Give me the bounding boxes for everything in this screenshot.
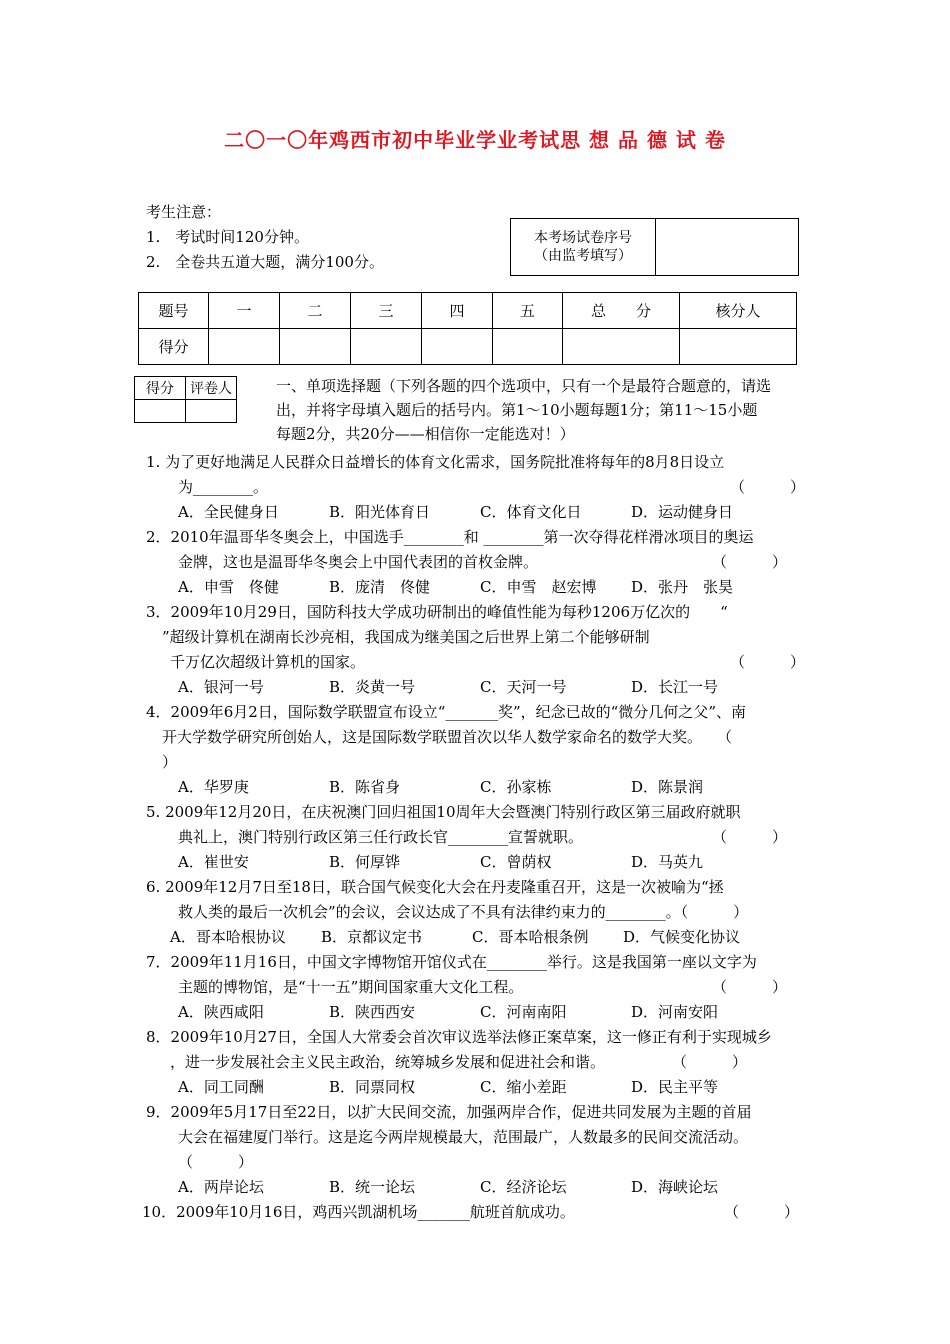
option-a: A．银河一号 <box>178 678 264 696</box>
option-d: D．陈景润 <box>631 778 704 796</box>
option-row <box>146 850 810 875</box>
section-1-line: 每题2分，共20分——相信你一定能选对！） <box>276 425 575 443</box>
option-a: A．陕西咸阳 <box>178 1003 264 1021</box>
option-row <box>146 775 810 800</box>
serial-number-label <box>511 219 656 276</box>
option-c: C．申雪 赵宏博 <box>480 578 597 596</box>
question-line: ”超级计算机在湖南长沙亮相，我国成为继美国之后世界上第二个能够研制 <box>162 628 650 646</box>
score-cell[interactable] <box>351 329 422 365</box>
question-line <box>146 825 810 850</box>
option-row <box>146 1075 810 1100</box>
score-header-cell: 核分人 <box>680 293 797 329</box>
question-line: 救人类的最后一次机会”的会议，会议达成了不具有法律约束力的________。（ ） <box>178 903 749 921</box>
option-a: A．哥本哈根协议 <box>170 928 286 946</box>
grader-table <box>134 376 237 423</box>
option-d: D．运动健身日 <box>631 503 734 521</box>
option-a: A．申雪 佟健 <box>178 578 279 596</box>
question-line <box>146 650 810 675</box>
answer-paren-line[interactable]: （ ） <box>178 1153 254 1171</box>
notice-item: 2. 全卷共五道大题，满分100分。 <box>146 253 384 271</box>
option-b: B．庞清 佟健 <box>329 578 431 596</box>
score-header-cell: 题号 <box>139 293 209 329</box>
score-cell[interactable] <box>209 329 280 365</box>
answer-paren[interactable]: （ ） <box>730 478 806 496</box>
score-cell[interactable] <box>422 329 493 365</box>
question-line: 6. 2009年12月7日至18日，联合国气候变化大会在丹麦隆重召开，这是一次被喻为“拯 <box>146 878 724 896</box>
option-a: A．同工同酬 <box>178 1078 264 1096</box>
option-b: B．炎黄一号 <box>329 678 416 696</box>
answer-paren[interactable]: （ ） <box>712 828 788 846</box>
score-cell[interactable] <box>680 329 797 365</box>
answer-paren[interactable]: （ ） <box>672 1053 748 1071</box>
score-cell[interactable] <box>280 329 351 365</box>
option-row <box>146 925 810 950</box>
option-row <box>146 500 810 525</box>
notice-heading: 考生注意： <box>146 203 222 221</box>
option-row <box>146 675 810 700</box>
score-header-cell: 总 分 <box>563 293 680 329</box>
question-line-text: 金牌，这也是温哥华冬奥会上中国代表团的首枚金牌。 <box>178 553 539 571</box>
option-b: B．阳光体育日 <box>329 503 431 521</box>
exam-title: 二〇一〇年鸡西市初中毕业学业考试思 想 品 德 试 卷 <box>224 128 726 152</box>
answer-paren[interactable]: （ ） <box>712 978 788 996</box>
option-a: A．全民健身日 <box>178 503 279 521</box>
score-header-cell: 二 <box>280 293 351 329</box>
question-line: 8．2009年10月27日，全国人大常委会首次审议选举法修正案草案，这一修正有利于实现城乡 <box>146 1028 772 1046</box>
option-c: C．哥本哈根条例 <box>472 928 589 946</box>
option-row <box>146 1175 810 1200</box>
option-d: D．海峡论坛 <box>631 1178 719 1196</box>
section-1-instructions <box>276 374 810 446</box>
question-line: 9．2009年5月17日至22日，以扩大民间交流，加强两岸合作，促进共同发展为主题的首届 <box>146 1103 752 1121</box>
answer-paren[interactable]: （ ） <box>724 1203 800 1221</box>
option-c: C．缩小差距 <box>480 1078 567 1096</box>
serial-label-line1: 本考场试卷序号 <box>534 230 632 246</box>
grader-reviewer-cell[interactable] <box>186 400 237 423</box>
option-b: B．何厚铧 <box>329 853 401 871</box>
option-a: A．崔世安 <box>178 853 249 871</box>
score-cell[interactable] <box>493 329 563 365</box>
question-line: 开大学数学研究所创始人，这是国际数学联盟首次以华人数学家命名的数学大奖。 （ <box>162 728 733 746</box>
option-row <box>146 1000 810 1025</box>
question-list <box>142 450 810 1225</box>
score-header-cell: 四 <box>422 293 493 329</box>
question-line: 1. 为了更好地满足人民群众日益增长的体育文化需求，国务院批准将每年的8月8日设立 <box>146 453 725 471</box>
score-cell[interactable] <box>563 329 680 365</box>
exam-notice <box>146 200 384 275</box>
question-line-text: ，进一步发展社会主义民主政治，统筹城乡发展和促进社会和谐。 <box>170 1053 606 1071</box>
answer-paren[interactable]: （ ） <box>712 553 788 571</box>
serial-label-line2: （由监考填写） <box>534 248 632 264</box>
question-line-text: 主题的博物馆，是“十一五”期间国家重大文化工程。 <box>178 978 524 996</box>
answer-paren[interactable]: （ ） <box>730 653 806 671</box>
score-header-cell: 五 <box>493 293 563 329</box>
option-d: D．民主平等 <box>631 1078 719 1096</box>
option-a: A．两岸论坛 <box>178 1178 264 1196</box>
score-row-label: 得分 <box>139 329 209 365</box>
option-d: D．长江一号 <box>631 678 719 696</box>
question-line <box>142 1200 810 1225</box>
question-line <box>146 475 810 500</box>
notice-item: 1. 考试时间120分钟。 <box>146 228 309 246</box>
question-line <box>146 975 810 1000</box>
grader-reviewer-label: 评卷人 <box>186 377 237 400</box>
question-line: 5. 2009年12月20日，在庆祝澳门回归祖国10周年大会暨澳门特别行政区第三届政府就职 <box>146 803 741 821</box>
option-d: D．张丹 张昊 <box>631 578 734 596</box>
section-1-line: 出，并将字母填入题后的括号内。第1～10小题每题1分；第11～15小题 <box>276 401 758 419</box>
option-b: B．京都议定书 <box>321 928 423 946</box>
question-line: ） <box>162 753 178 771</box>
option-d: D．气候变化协议 <box>623 928 741 946</box>
section-1-line: 一、单项选择题（下列各题的四个选项中，只有一个是最符合题意的，请选 <box>276 377 772 395</box>
option-c: C．经济论坛 <box>480 1178 567 1196</box>
question-line: 2．2010年温哥华冬奥会上，中国选手________和 ________第一次夺得花样滑冰项目的奥运 <box>146 528 754 546</box>
option-c: C．曾荫权 <box>480 853 552 871</box>
question-line: 大会在福建厦门举行。这是迄今两岸规模最大，范围最广，人数最多的民间交流活动。 <box>178 1128 749 1146</box>
serial-number-box <box>510 218 799 276</box>
option-b: B．统一论坛 <box>329 1178 416 1196</box>
question-line-text: 千万亿次超级计算机的国家。 <box>170 653 366 671</box>
option-c: C．河南南阳 <box>480 1003 567 1021</box>
score-header-cell: 三 <box>351 293 422 329</box>
grader-score-label: 得分 <box>135 377 186 400</box>
serial-number-field[interactable] <box>656 219 799 276</box>
score-table <box>138 292 797 365</box>
option-b: B．陈省身 <box>329 778 401 796</box>
question-line <box>146 1050 810 1075</box>
option-c: C．天河一号 <box>480 678 567 696</box>
score-header-cell: 一 <box>209 293 280 329</box>
question-line: 3．2009年10月29日，国防科技大学成功研制出的峰值性能为每秒1206万亿次的 “ <box>146 603 728 621</box>
question-line-text: 为________。 <box>178 478 269 496</box>
option-row <box>146 575 810 600</box>
option-b: B．同票同权 <box>329 1078 416 1096</box>
grader-score-cell[interactable] <box>135 400 186 423</box>
option-d: D．马英九 <box>631 853 704 871</box>
question-line-text: 典礼上，澳门特别行政区第三任行政长官________宣誓就职。 <box>178 828 584 846</box>
question-line: 7．2009年11月16日，中国文字博物馆开馆仪式在________举行。这是我国第一座以文字为 <box>146 953 757 971</box>
question-line-text: 10．2009年10月16日，鸡西兴凯湖机场_______航班首航成功。 <box>142 1203 575 1221</box>
option-c: C．孙家栋 <box>480 778 552 796</box>
option-a: A．华罗庚 <box>178 778 249 796</box>
option-d: D．河南安阳 <box>631 1003 719 1021</box>
option-b: B．陕西西安 <box>329 1003 416 1021</box>
question-line: 4．2009年6月2日，国际数学联盟宣布设立“_______奖”，纪念已故的“微分几何之父”、南 <box>146 703 746 721</box>
question-line <box>146 550 810 575</box>
option-c: C．体育文化日 <box>480 503 582 521</box>
